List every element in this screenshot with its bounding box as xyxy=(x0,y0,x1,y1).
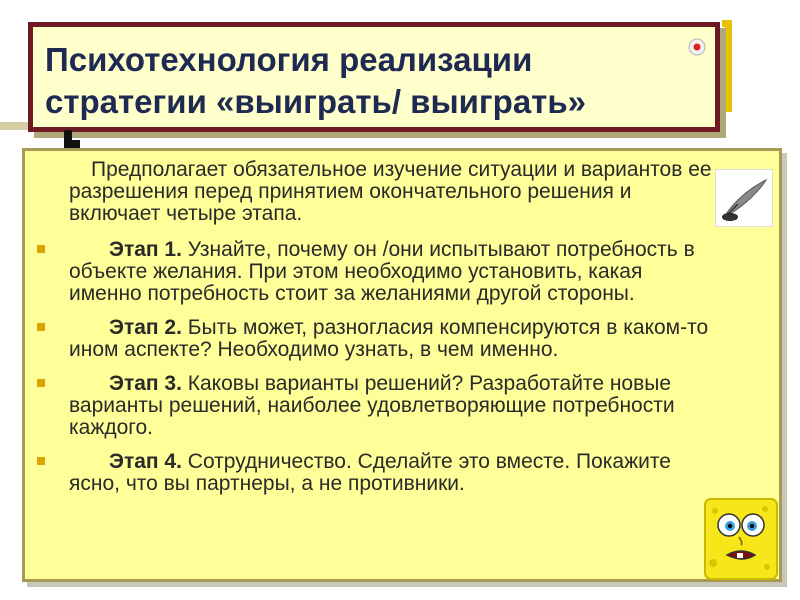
stage-label: Этап 2. xyxy=(109,316,182,339)
bullet-icon xyxy=(37,379,45,387)
quill-pen-icon xyxy=(715,169,773,227)
stage-text: Узнайте, почему он /они испытывают потребность в объекте желания. При этом необходимо установить, какая именно потребность стоит за желаниями другой стороны. xyxy=(69,238,695,305)
bullet-icon xyxy=(37,323,45,331)
title-line-2: стратегии «выиграть/ выиграть» xyxy=(45,83,586,120)
slide-title xyxy=(45,39,695,123)
stage-label: Этап 3. xyxy=(109,372,182,395)
bullet-icon xyxy=(37,245,45,253)
stage-label: Этап 4. xyxy=(109,450,182,473)
stage-text: Каковы варианты решений? Разработайте новые варианты решений, наиболее удовлетворяющие потребности каждого. xyxy=(69,372,675,439)
stage-label: Этап 1. xyxy=(109,238,182,261)
content-box xyxy=(22,148,782,582)
stage-text: Сотрудничество. Сделайте это вместе. Покажите ясно, что вы партнеры, а не противники. xyxy=(69,450,671,495)
stage-item-3 xyxy=(69,373,719,439)
intro-paragraph: Предполагает обязательное изучение ситуации и вариантов ее разрешения перед принятием окончательного решения и включает четыре этапа. xyxy=(69,158,712,225)
title-box xyxy=(28,22,720,132)
sponge-character-icon xyxy=(703,497,779,581)
sound-icon[interactable] xyxy=(687,37,707,57)
bullet-icon xyxy=(37,457,45,465)
decorative-mark xyxy=(64,130,72,148)
title-line-1: Психотехнология реализации xyxy=(45,41,533,78)
stage-item-4 xyxy=(69,451,719,495)
content-text xyxy=(69,159,719,507)
stage-text: Быть может, разногласия компенсируются в каком-то ином аспекте? Необходимо узнать, в чем именно. xyxy=(69,316,709,361)
stage-item-2 xyxy=(69,317,719,361)
decorative-bracket xyxy=(722,20,732,112)
stage-item-1 xyxy=(69,239,719,305)
